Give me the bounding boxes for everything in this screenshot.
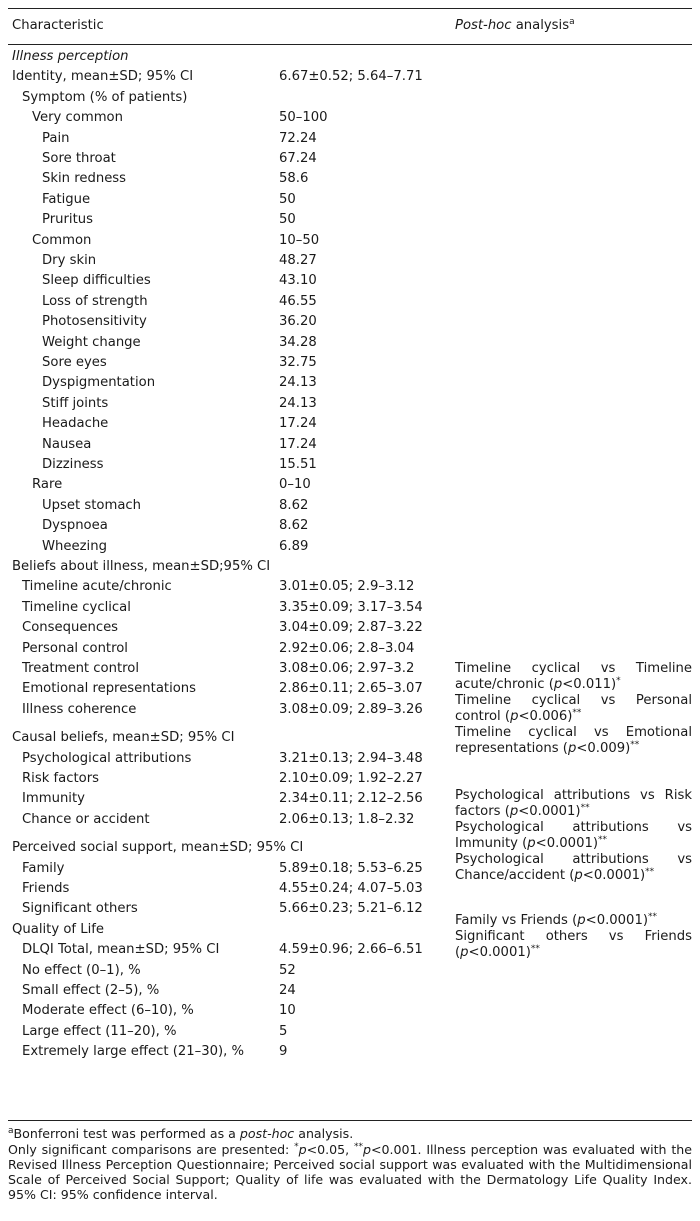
row-label: Stiff joints	[42, 395, 109, 411]
table-row	[8, 231, 692, 251]
table-row	[8, 557, 692, 577]
footnote-sig-v1: <0.05,	[306, 1142, 354, 1157]
comparison-text: Psychological attributions vs Risk factors (	[455, 788, 692, 819]
table-row	[8, 190, 692, 210]
table-row	[8, 373, 692, 393]
footnote-a	[8, 1126, 692, 1141]
p-symbol: p	[527, 836, 536, 851]
p-symbol: p	[460, 945, 469, 960]
row-value: 10–50	[279, 232, 320, 248]
row-value: 2.92±0.06; 2.8–3.04	[279, 640, 415, 656]
significance-marker: **	[580, 803, 590, 813]
table-row	[8, 292, 692, 312]
posthoc-comparison	[455, 852, 692, 884]
row-label: Consequences	[22, 620, 119, 636]
p-symbol: p	[574, 868, 583, 883]
table-row	[8, 981, 692, 1001]
row-value: 17.24	[279, 436, 317, 452]
footnote-significance	[8, 1142, 692, 1202]
row-value: 36.20	[279, 314, 317, 330]
table-row	[8, 271, 692, 291]
row-label: Perceived social support, mean±SD; 95% CI	[12, 840, 304, 856]
p-symbol: p	[577, 913, 586, 928]
row-value: 2.10±0.09; 1.92–2.27	[279, 771, 423, 786]
table-row	[8, 47, 692, 67]
row-label: Sleep difficulties	[42, 273, 151, 289]
row-value: 5.66±0.23; 5.21–6.12	[279, 901, 423, 917]
comparison-text: Timeline cyclical vs Emotional representations (	[455, 725, 692, 756]
row-value: 46.55	[279, 293, 317, 309]
header-posthoc-italic: Post-hoc	[455, 18, 512, 33]
table-row	[8, 455, 692, 475]
table-row	[8, 1001, 692, 1021]
p-value: <0.0001)	[585, 913, 648, 928]
row-label: Illness coherence	[22, 701, 137, 717]
row-label: Dizziness	[42, 457, 104, 472]
table-row	[8, 516, 692, 536]
row-value: 2.86±0.11; 2.65–3.07	[279, 681, 423, 697]
footnote-a-text: Bonferroni test was performed as a	[13, 1126, 240, 1141]
row-label: Skin redness	[42, 171, 127, 187]
row-label: Very common	[32, 110, 123, 126]
row-value: 2.06±0.13; 1.8–2.32	[279, 811, 415, 827]
row-label: Dyspnoea	[42, 518, 108, 534]
row-label: Treatment control	[22, 661, 140, 676]
row-value: 3.21±0.13; 2.94–3.48	[279, 750, 423, 766]
row-value: 0–10	[279, 477, 311, 493]
footnote-sig-p2: p	[362, 1142, 371, 1157]
significance-marker: **	[645, 867, 655, 877]
table-row	[8, 67, 692, 87]
p-symbol: p	[510, 709, 519, 724]
table-row	[8, 129, 692, 149]
row-label: Dyspigmentation	[42, 375, 156, 391]
row-label: Sore throat	[42, 151, 116, 166]
row-value: 43.10	[279, 273, 317, 289]
p-value: <0.0001)	[468, 945, 531, 960]
row-value: 10	[279, 1003, 296, 1019]
posthoc-block-causal	[455, 788, 692, 884]
significance-marker: **	[647, 912, 657, 922]
row-label: Emotional representations	[22, 681, 197, 697]
table-row	[8, 435, 692, 455]
table-row	[8, 312, 692, 332]
header-posthoc-sup: a	[569, 17, 575, 27]
row-value: 15.51	[279, 457, 317, 472]
footnote-sig-star1: *	[294, 1142, 299, 1152]
row-label: Large effect (11–20), %	[22, 1023, 177, 1039]
table-row	[8, 394, 692, 414]
p-value: <0.0001)	[582, 868, 646, 883]
header-characteristic: Characteristic	[12, 18, 104, 33]
comparison-text: Family vs Friends (	[455, 913, 578, 928]
comparison-text: Significant others vs Friends (	[455, 929, 692, 960]
row-label: No effect (0–1), %	[22, 962, 141, 978]
row-label: Quality of Life	[12, 921, 104, 937]
row-label: Dry skin	[42, 253, 97, 268]
row-label: Psychological attributions	[22, 750, 192, 766]
table-row	[8, 577, 692, 597]
row-label: Personal control	[22, 640, 128, 656]
row-label: Chance or accident	[22, 811, 150, 827]
row-value: 32.75	[279, 355, 317, 370]
posthoc-block-beliefs	[455, 661, 692, 757]
row-value: 50	[279, 191, 296, 207]
table-row	[8, 88, 692, 108]
row-label: Rare	[32, 477, 63, 493]
footnote-a-italic: post-hoc	[239, 1126, 295, 1141]
row-value: 9	[279, 1044, 288, 1060]
posthoc-comparison	[455, 820, 692, 852]
footnote-sig-v2: <0.001. Illness perception was evaluated with the Revised Illness Perception Questionnaire; Perceived social support was evaluated with the Multidimensional Scale of Perceived Social Support; Quality of life was evaluated with the Dermatology Life Quality Index. 95% CI: 95% confidence interval.	[8, 1142, 692, 1202]
row-value: 50–100	[279, 110, 328, 126]
row-label: Risk factors	[22, 771, 100, 786]
row-value: 6.67±0.52; 5.64–7.71	[279, 69, 423, 85]
row-value: 8.62	[279, 518, 309, 534]
row-value: 5	[279, 1023, 288, 1039]
p-value: <0.011)	[562, 677, 617, 692]
row-value: 5.89±0.18; 5.53–6.25	[279, 860, 423, 876]
row-label: Timeline acute/chronic	[22, 579, 172, 595]
row-label: Pain	[42, 130, 70, 146]
bottom-rule	[8, 1120, 692, 1121]
p-symbol: p	[553, 677, 563, 692]
row-value: 48.27	[279, 253, 317, 268]
comparison-text: Psychological attributions vs Chance/accident (	[455, 852, 692, 883]
significance-marker: **	[630, 740, 640, 750]
row-label: Beliefs about illness, mean±SD;95% CI	[12, 559, 271, 574]
row-value: 24.13	[279, 375, 317, 391]
table-row	[8, 353, 692, 373]
p-value: <0.009)	[576, 741, 631, 756]
p-value: <0.0001)	[535, 836, 598, 851]
row-value: 34.28	[279, 334, 317, 350]
row-value: 4.55±0.24; 4.07–5.03	[279, 881, 423, 896]
row-label: Photosensitivity	[42, 314, 147, 330]
row-label: Headache	[42, 416, 109, 432]
table-row	[8, 475, 692, 495]
row-value: 58.6	[279, 171, 309, 187]
footnote-sig-p1: p	[298, 1142, 307, 1157]
significance-marker: *	[616, 676, 621, 686]
row-label: Illness perception	[12, 49, 129, 64]
row-label: Family	[22, 860, 65, 876]
row-label: Friends	[22, 881, 70, 896]
row-value: 72.24	[279, 130, 317, 146]
row-value: 6.89	[279, 538, 309, 554]
table-row	[8, 537, 692, 557]
row-value: 3.08±0.09; 2.89–3.26	[279, 701, 423, 717]
table-row	[8, 169, 692, 189]
header-posthoc	[455, 18, 575, 33]
p-value: <0.006)	[518, 709, 573, 724]
row-value: 3.08±0.06; 2.97–3.2	[279, 661, 415, 676]
footnote-sig-intro: Only significant comparisons are presented:	[8, 1142, 295, 1157]
footnote-a-sup: a	[8, 1126, 14, 1136]
comparison-text: Psychological attributions vs Immunity (	[455, 820, 692, 851]
table-row	[8, 1042, 692, 1062]
significance-marker: **	[598, 835, 607, 845]
table-row	[8, 210, 692, 230]
row-label: Identity, mean±SD; 95% CI	[12, 69, 194, 85]
significance-marker: **	[572, 708, 582, 718]
table-row	[8, 108, 692, 128]
table-row	[8, 251, 692, 271]
p-symbol: p	[509, 804, 519, 819]
table-row	[8, 639, 692, 659]
row-label: Weight change	[42, 334, 141, 350]
row-value: 4.59±0.96; 2.66–6.51	[279, 942, 423, 958]
posthoc-comparison	[455, 913, 692, 929]
table-row	[8, 333, 692, 353]
posthoc-comparison	[455, 725, 692, 757]
table-row	[8, 496, 692, 516]
posthoc-comparison	[455, 788, 692, 820]
table-row	[8, 414, 692, 434]
row-label: Immunity	[22, 791, 85, 807]
row-label: Pruritus	[42, 212, 93, 228]
row-label: Small effect (2–5), %	[22, 983, 160, 998]
row-value: 67.24	[279, 151, 317, 166]
table-row	[8, 618, 692, 638]
row-label: Moderate effect (6–10), %	[22, 1003, 194, 1019]
table-row	[8, 149, 692, 169]
table-row	[8, 961, 692, 981]
row-label: Common	[32, 232, 92, 248]
row-label: Causal beliefs, mean±SD; 95% CI	[12, 730, 235, 746]
table-row	[8, 1022, 692, 1042]
row-value: 24	[279, 983, 296, 998]
row-value: 2.34±0.11; 2.12–2.56	[279, 791, 423, 807]
row-label: Fatigue	[42, 191, 91, 207]
table-row	[8, 598, 692, 618]
table-row	[8, 769, 692, 789]
comparison-text: Timeline cyclical vs Timeline acute/chronic (	[455, 661, 692, 692]
row-label: Loss of strength	[42, 293, 148, 309]
row-label: Significant others	[22, 901, 138, 917]
comparison-text: Timeline cyclical vs Personal control (	[455, 693, 692, 724]
posthoc-comparison	[455, 929, 692, 961]
footnote-a-end: analysis.	[294, 1126, 354, 1141]
p-value: <0.0001)	[518, 804, 581, 819]
row-value: 3.04±0.09; 2.87–3.22	[279, 620, 423, 636]
posthoc-block-social	[455, 913, 692, 961]
row-label: Upset stomach	[42, 497, 142, 513]
row-label: Symptom (% of patients)	[22, 89, 188, 105]
row-label: Extremely large effect (21–30), %	[22, 1044, 245, 1060]
row-value: 3.35±0.09; 3.17–3.54	[279, 599, 423, 615]
row-label: Wheezing	[42, 538, 107, 554]
p-symbol: p	[567, 741, 577, 756]
row-value: 3.01±0.05; 2.9–3.12	[279, 579, 415, 595]
row-value: 8.62	[279, 497, 309, 513]
header-rule	[8, 44, 692, 45]
row-value: 50	[279, 212, 296, 228]
row-label: Nausea	[42, 436, 92, 452]
row-label: Timeline cyclical	[22, 599, 131, 615]
posthoc-comparison	[455, 661, 692, 693]
row-value: 17.24	[279, 416, 317, 432]
row-value: 24.13	[279, 395, 317, 411]
posthoc-comparison	[455, 693, 692, 725]
row-label: Sore eyes	[42, 355, 107, 370]
header-posthoc-rest: analysis	[511, 18, 570, 33]
top-rule	[8, 8, 692, 9]
significance-marker: **	[530, 944, 540, 954]
footnote-sig-star2: **	[353, 1142, 363, 1152]
row-label: DLQI Total, mean±SD; 95% CI	[22, 942, 220, 958]
row-value: 52	[279, 962, 296, 978]
